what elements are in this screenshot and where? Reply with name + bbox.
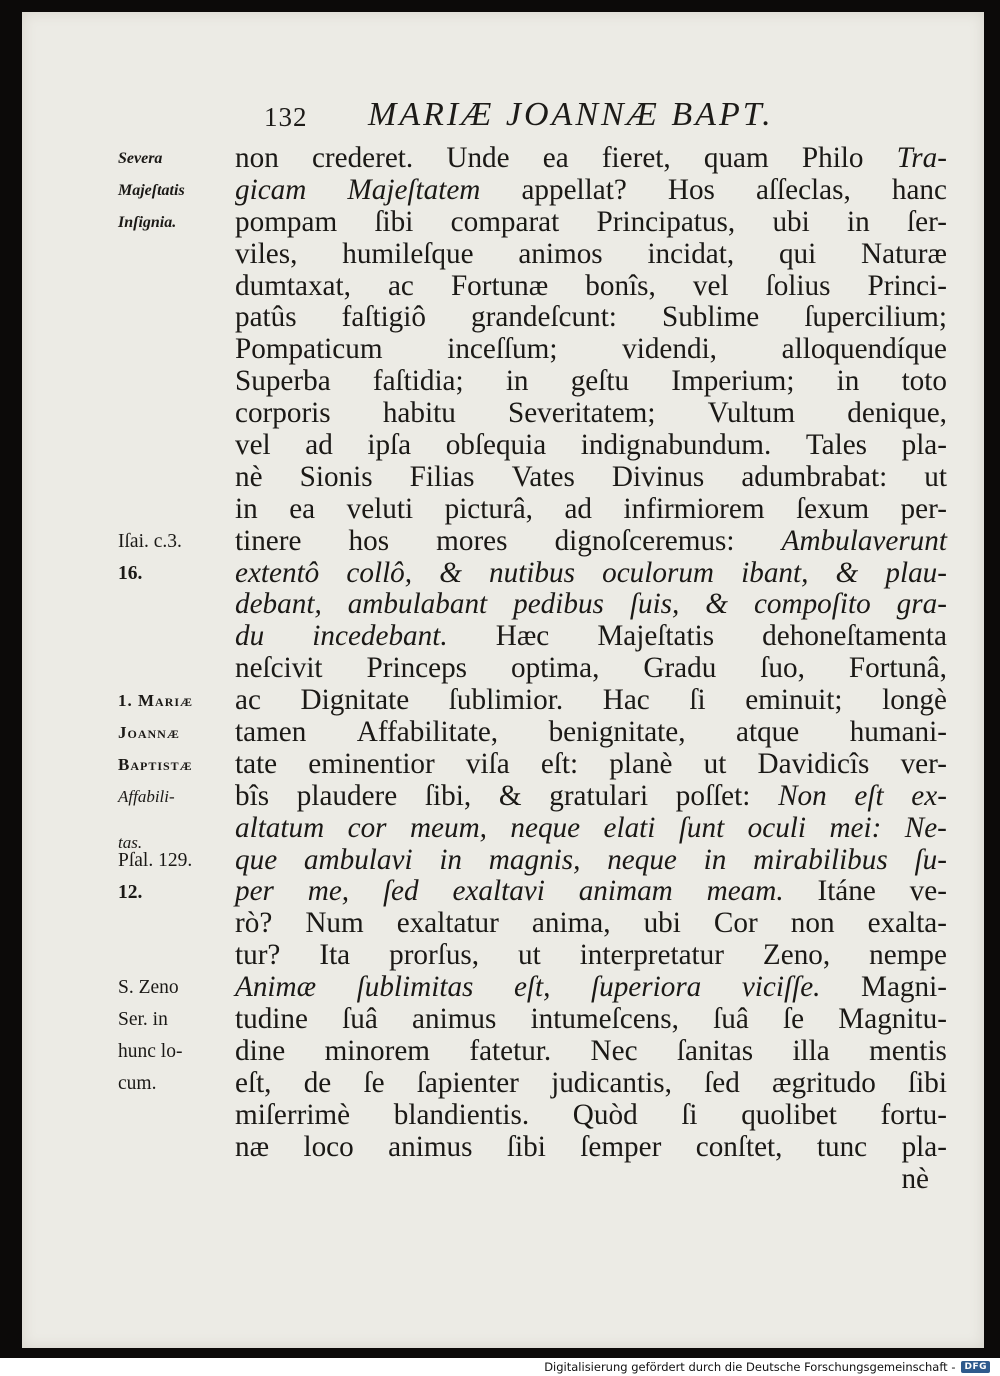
word: Gradu bbox=[643, 652, 717, 685]
text-line bbox=[235, 589, 947, 621]
word: gicam bbox=[235, 173, 307, 206]
word: ſuâ bbox=[713, 1003, 749, 1036]
word: nutibus bbox=[489, 556, 575, 589]
word: Quòd bbox=[572, 1098, 638, 1131]
word: infirmiorem bbox=[623, 492, 765, 525]
text-line bbox=[235, 526, 947, 558]
dfg-logo: DFG bbox=[961, 1361, 990, 1373]
word: Ambulaverunt bbox=[781, 524, 947, 557]
word: anima, bbox=[531, 907, 611, 940]
word: nempe bbox=[869, 939, 947, 972]
word: ſibi bbox=[374, 205, 414, 238]
word: benignitate, bbox=[548, 716, 686, 749]
word: per- bbox=[900, 492, 947, 525]
word: Fortunæ bbox=[450, 269, 549, 302]
text-line bbox=[235, 558, 947, 590]
word: mores bbox=[436, 524, 508, 557]
word: ver- bbox=[900, 747, 947, 780]
word: ægritudo bbox=[772, 1066, 876, 1099]
word: ſemper bbox=[580, 1130, 662, 1163]
margin-note: tas. bbox=[118, 832, 143, 852]
word: Ne- bbox=[904, 811, 947, 844]
word: elati bbox=[603, 811, 656, 844]
word: mentis bbox=[869, 1034, 947, 1067]
word: animus bbox=[412, 1003, 497, 1036]
word: Pompaticum bbox=[235, 333, 383, 366]
word: ſibi bbox=[506, 1130, 546, 1163]
word: hos bbox=[348, 524, 390, 557]
word: Ita bbox=[319, 939, 351, 972]
text-line bbox=[235, 398, 947, 430]
word: Animæ bbox=[235, 971, 317, 1004]
word: collô, bbox=[346, 556, 413, 589]
text-line bbox=[235, 876, 947, 908]
word: mirabilibus bbox=[753, 843, 888, 876]
word: veluti bbox=[346, 492, 414, 525]
word: in bbox=[847, 205, 870, 238]
running-title: MARIÆ JOANNÆ BAPT. bbox=[368, 96, 774, 133]
word: picturâ, bbox=[444, 492, 533, 525]
word: poſſet: bbox=[675, 779, 751, 812]
word: pla- bbox=[901, 429, 947, 462]
word: tudine bbox=[235, 1003, 308, 1036]
text-line bbox=[235, 366, 947, 398]
word: obſequia bbox=[445, 429, 547, 462]
word: qui bbox=[778, 237, 817, 270]
word: ſanitas bbox=[676, 1034, 754, 1067]
word: Tra- bbox=[896, 142, 947, 174]
word: pompam bbox=[235, 205, 338, 238]
word: meum, bbox=[409, 811, 487, 844]
word: & bbox=[705, 588, 728, 621]
word: Vultum bbox=[707, 397, 796, 430]
word: Unde bbox=[446, 142, 510, 174]
margin-note: Inſignia. bbox=[118, 213, 177, 231]
word: adumbrabat: bbox=[741, 460, 888, 493]
word: Dignitate bbox=[300, 684, 410, 717]
word: eſt bbox=[854, 779, 884, 812]
margin-note: Joannæ bbox=[118, 723, 180, 743]
word: optima, bbox=[511, 652, 600, 685]
word: cor bbox=[347, 811, 387, 844]
text-line bbox=[235, 813, 947, 845]
word: ambulabant bbox=[347, 588, 488, 621]
word: animos bbox=[518, 237, 603, 270]
word: eſt, bbox=[513, 971, 551, 1004]
word: Affabilitate, bbox=[356, 716, 499, 749]
word: animus bbox=[388, 1130, 473, 1163]
word: miſerrimè bbox=[235, 1098, 351, 1131]
word: comparat bbox=[450, 205, 560, 238]
word: ac bbox=[387, 269, 414, 302]
word: ve- bbox=[909, 875, 947, 908]
word: ſed bbox=[704, 1066, 740, 1099]
margin-note: Affabili- bbox=[118, 787, 175, 806]
word: intumeſcens, bbox=[530, 1003, 679, 1036]
text-line bbox=[235, 1132, 947, 1164]
word: grandeſcunt: bbox=[471, 301, 617, 334]
word: incedebant. bbox=[312, 620, 448, 653]
catchword-text: nè bbox=[901, 1162, 929, 1195]
margin-note: 12. bbox=[118, 881, 143, 903]
word: humani- bbox=[849, 716, 947, 749]
word: dehoneſtamenta bbox=[762, 620, 947, 653]
word: non bbox=[235, 142, 279, 174]
word: neſcivit bbox=[235, 652, 323, 685]
word: me, bbox=[307, 875, 350, 908]
word: aſſeclas, bbox=[755, 173, 851, 206]
word: in bbox=[703, 843, 727, 876]
word: corporis bbox=[235, 397, 331, 430]
word: extentô bbox=[235, 556, 320, 589]
word: ex- bbox=[911, 779, 947, 812]
word: meam. bbox=[706, 875, 784, 908]
word: ambulavi bbox=[303, 843, 413, 876]
word: dumtaxat, bbox=[235, 269, 351, 302]
margin-note: Majeſtatis bbox=[118, 181, 185, 199]
word: tinere bbox=[235, 524, 302, 557]
text-line bbox=[235, 908, 947, 940]
word: altatum bbox=[235, 811, 325, 844]
word: loco bbox=[303, 1130, 354, 1163]
word: plaudere bbox=[296, 779, 398, 812]
page-header bbox=[22, 96, 984, 142]
word: dignoſceremus: bbox=[554, 524, 735, 557]
word: fieret, bbox=[601, 142, 671, 174]
word: per bbox=[235, 875, 274, 908]
word: ipſa bbox=[367, 429, 412, 462]
word: geſtu bbox=[570, 365, 630, 398]
word: pedibus bbox=[513, 588, 604, 621]
text-line bbox=[235, 271, 947, 303]
word: Princeps bbox=[366, 652, 468, 685]
word: & bbox=[439, 556, 462, 589]
word: fatetur. bbox=[469, 1034, 552, 1067]
word: blandientis. bbox=[393, 1098, 530, 1131]
text-line bbox=[235, 653, 947, 685]
text-line bbox=[235, 685, 947, 717]
word: nè bbox=[235, 460, 263, 493]
word: conſtet, bbox=[695, 1130, 783, 1163]
word: ad bbox=[564, 492, 593, 525]
word: næ bbox=[235, 1130, 270, 1163]
word: tur? bbox=[235, 939, 281, 972]
word: ſublimitas bbox=[356, 971, 474, 1004]
word: oculi bbox=[747, 811, 807, 844]
text-line bbox=[235, 940, 947, 972]
word: tamen bbox=[235, 716, 307, 749]
margin-note: Iſai. c.3. bbox=[118, 530, 182, 552]
word: & bbox=[498, 779, 522, 812]
text-line bbox=[235, 239, 947, 271]
word: ſi bbox=[681, 1098, 698, 1131]
word: Sublime bbox=[661, 301, 760, 334]
text-line bbox=[235, 749, 947, 781]
word: longè bbox=[882, 684, 947, 717]
catchword bbox=[235, 1164, 947, 1196]
word: ſuâ bbox=[342, 1003, 378, 1036]
word: hanc bbox=[891, 173, 947, 206]
word: neque bbox=[510, 811, 581, 844]
text-line bbox=[235, 972, 947, 1004]
text-line bbox=[235, 175, 947, 207]
margin-note: 1. Mariæ bbox=[118, 691, 194, 711]
word: ſi bbox=[689, 684, 706, 717]
word: vel bbox=[235, 429, 271, 462]
text-line bbox=[235, 430, 947, 462]
word: Majeſtatem bbox=[347, 173, 481, 206]
word: incidat, bbox=[647, 237, 735, 270]
text-line bbox=[235, 781, 947, 813]
word: fortu- bbox=[880, 1098, 947, 1131]
word: Philo bbox=[801, 142, 864, 174]
word: ubi bbox=[772, 205, 810, 238]
word: Princi- bbox=[867, 269, 947, 302]
word: Tales bbox=[805, 429, 868, 462]
word: ut bbox=[518, 939, 541, 972]
word: judicantis, bbox=[551, 1066, 672, 1099]
word: ſublimior. bbox=[448, 684, 564, 717]
word: compoſito bbox=[753, 588, 871, 621]
word: ea bbox=[289, 492, 316, 525]
word: viles, bbox=[235, 237, 298, 270]
word: bîs bbox=[235, 779, 270, 812]
word: ibant, bbox=[741, 556, 809, 589]
word: du bbox=[235, 620, 265, 653]
word: Superba bbox=[235, 365, 331, 398]
word: alloquendíque bbox=[781, 333, 947, 366]
word: videndi, bbox=[622, 333, 717, 366]
margin-note: cum. bbox=[118, 1073, 157, 1095]
word: quolibet bbox=[741, 1098, 837, 1131]
word: habitu bbox=[382, 397, 456, 430]
word: inceſſum; bbox=[447, 333, 558, 366]
margin-note: S. Zeno bbox=[118, 977, 179, 999]
word: ſed bbox=[382, 875, 419, 908]
word: bonîs, bbox=[585, 269, 656, 302]
word: eminuit; bbox=[745, 684, 843, 717]
word: Hac bbox=[602, 684, 650, 717]
word: patûs bbox=[235, 301, 297, 334]
text-line bbox=[235, 334, 947, 366]
word: ut bbox=[703, 747, 727, 780]
word: exaltavi bbox=[452, 875, 545, 908]
margin-note: Severa bbox=[118, 150, 163, 167]
word: ſu- bbox=[914, 843, 947, 876]
word: ac bbox=[235, 684, 261, 717]
word: pla- bbox=[901, 1130, 947, 1163]
word: Magni- bbox=[861, 971, 947, 1004]
word: ad bbox=[305, 429, 333, 462]
word: Non bbox=[778, 779, 827, 812]
word: Hos bbox=[667, 173, 715, 206]
text-line bbox=[235, 1036, 947, 1068]
word: exaltatur bbox=[396, 907, 499, 940]
word: Davidicîs bbox=[757, 747, 870, 780]
word: gra- bbox=[896, 588, 947, 621]
word: exalta- bbox=[867, 907, 947, 940]
word: Vates bbox=[511, 460, 575, 493]
word: atque bbox=[736, 716, 800, 749]
word: eſt: bbox=[540, 747, 579, 780]
book-page bbox=[22, 12, 984, 1348]
text-line bbox=[235, 717, 947, 749]
credit-text: Digitalisierung gefördert durch die Deutsche Forschungsgemeinschaft - bbox=[544, 1360, 956, 1374]
word: appellat? bbox=[521, 173, 627, 206]
text-line bbox=[235, 845, 947, 877]
word: Cor bbox=[713, 907, 758, 940]
word: ſe bbox=[363, 1066, 385, 1099]
word: indignabundum. bbox=[580, 429, 772, 462]
word: Zeno, bbox=[762, 939, 831, 972]
word: mei: bbox=[829, 811, 882, 844]
word: Majeſtatis bbox=[597, 620, 715, 653]
word: Filias bbox=[409, 460, 475, 493]
word: ſer- bbox=[907, 205, 947, 238]
word: non bbox=[790, 907, 835, 940]
text-line bbox=[235, 621, 947, 653]
word: in bbox=[439, 843, 463, 876]
word: Hæc bbox=[495, 620, 550, 653]
word: ſuperiora bbox=[591, 971, 702, 1004]
word: viſa bbox=[465, 747, 510, 780]
word: magnis, bbox=[488, 843, 581, 876]
text-line bbox=[235, 1004, 947, 1036]
word: plau- bbox=[885, 556, 947, 589]
word: denique, bbox=[847, 397, 947, 430]
word: ſe bbox=[783, 1003, 805, 1036]
word: ſexum bbox=[796, 492, 870, 525]
word: Naturæ bbox=[861, 237, 947, 270]
word: ſibi bbox=[908, 1066, 947, 1099]
word: Sionis bbox=[299, 460, 373, 493]
word: interpretatur bbox=[579, 939, 724, 972]
word: que bbox=[235, 843, 278, 876]
word: Num bbox=[305, 907, 364, 940]
word: Principatus, bbox=[596, 205, 736, 238]
margin-note: hunc lo- bbox=[118, 1041, 183, 1063]
word: ea bbox=[542, 142, 569, 174]
word: ſupercilium; bbox=[804, 301, 947, 334]
margin-note: Baptistæ bbox=[118, 755, 193, 775]
word: vel bbox=[692, 269, 729, 302]
word: ubi bbox=[643, 907, 681, 940]
word: oculorum bbox=[602, 556, 714, 589]
word: in bbox=[505, 365, 529, 398]
word: debant, bbox=[235, 588, 322, 621]
word: ut bbox=[924, 460, 947, 493]
word: humileſque bbox=[342, 237, 474, 270]
word: ſolius bbox=[765, 269, 831, 302]
text-line bbox=[235, 462, 947, 494]
word: dine bbox=[235, 1034, 286, 1067]
word: Severitatem; bbox=[507, 397, 656, 430]
word: faſtigiô bbox=[341, 301, 426, 334]
margin-note: Ser. in bbox=[118, 1009, 168, 1031]
word: tunc bbox=[816, 1130, 868, 1163]
word: Imperium; bbox=[671, 365, 795, 398]
word: neque bbox=[607, 843, 677, 876]
word: ſibi, bbox=[424, 779, 472, 812]
word: planè bbox=[609, 747, 673, 780]
page-number: 132 bbox=[264, 102, 308, 132]
text-line bbox=[235, 207, 947, 239]
text-line bbox=[235, 302, 947, 334]
text-line bbox=[235, 1068, 947, 1100]
word: ſunt bbox=[678, 811, 725, 844]
word: in bbox=[235, 492, 258, 525]
margin-note: 16. bbox=[118, 562, 143, 584]
word: Fortunâ, bbox=[848, 652, 947, 685]
word: prorſus, bbox=[389, 939, 480, 972]
body-text bbox=[235, 143, 947, 1195]
text-line bbox=[235, 1100, 947, 1132]
word: Itáne bbox=[817, 875, 876, 908]
word: ſapienter bbox=[416, 1066, 519, 1099]
word: crederet. bbox=[311, 142, 414, 174]
word: Nec bbox=[590, 1034, 638, 1067]
word: viciſſe. bbox=[741, 971, 821, 1004]
word: tate bbox=[235, 747, 278, 780]
text-line bbox=[235, 494, 947, 526]
text-line bbox=[235, 143, 947, 175]
word: illa bbox=[792, 1034, 830, 1067]
word: eminentior bbox=[308, 747, 435, 780]
word: faſtidia; bbox=[372, 365, 464, 398]
word: quam bbox=[703, 142, 769, 174]
word: eſt, bbox=[235, 1066, 272, 1099]
word: toto bbox=[901, 365, 947, 398]
word: de bbox=[303, 1066, 332, 1099]
word: animam bbox=[578, 875, 673, 908]
digitization-credit bbox=[544, 1358, 990, 1376]
word: rò? bbox=[235, 907, 273, 940]
margin-note: Pſal. 129. bbox=[118, 849, 193, 871]
word: gratulari bbox=[549, 779, 649, 812]
word: minorem bbox=[324, 1034, 430, 1067]
word: ſuo, bbox=[760, 652, 805, 685]
word: Divinus bbox=[611, 460, 705, 493]
word: ſuis, bbox=[629, 588, 680, 621]
word: Magnitu- bbox=[838, 1003, 947, 1036]
word: & bbox=[835, 556, 859, 589]
word: in bbox=[836, 365, 860, 398]
